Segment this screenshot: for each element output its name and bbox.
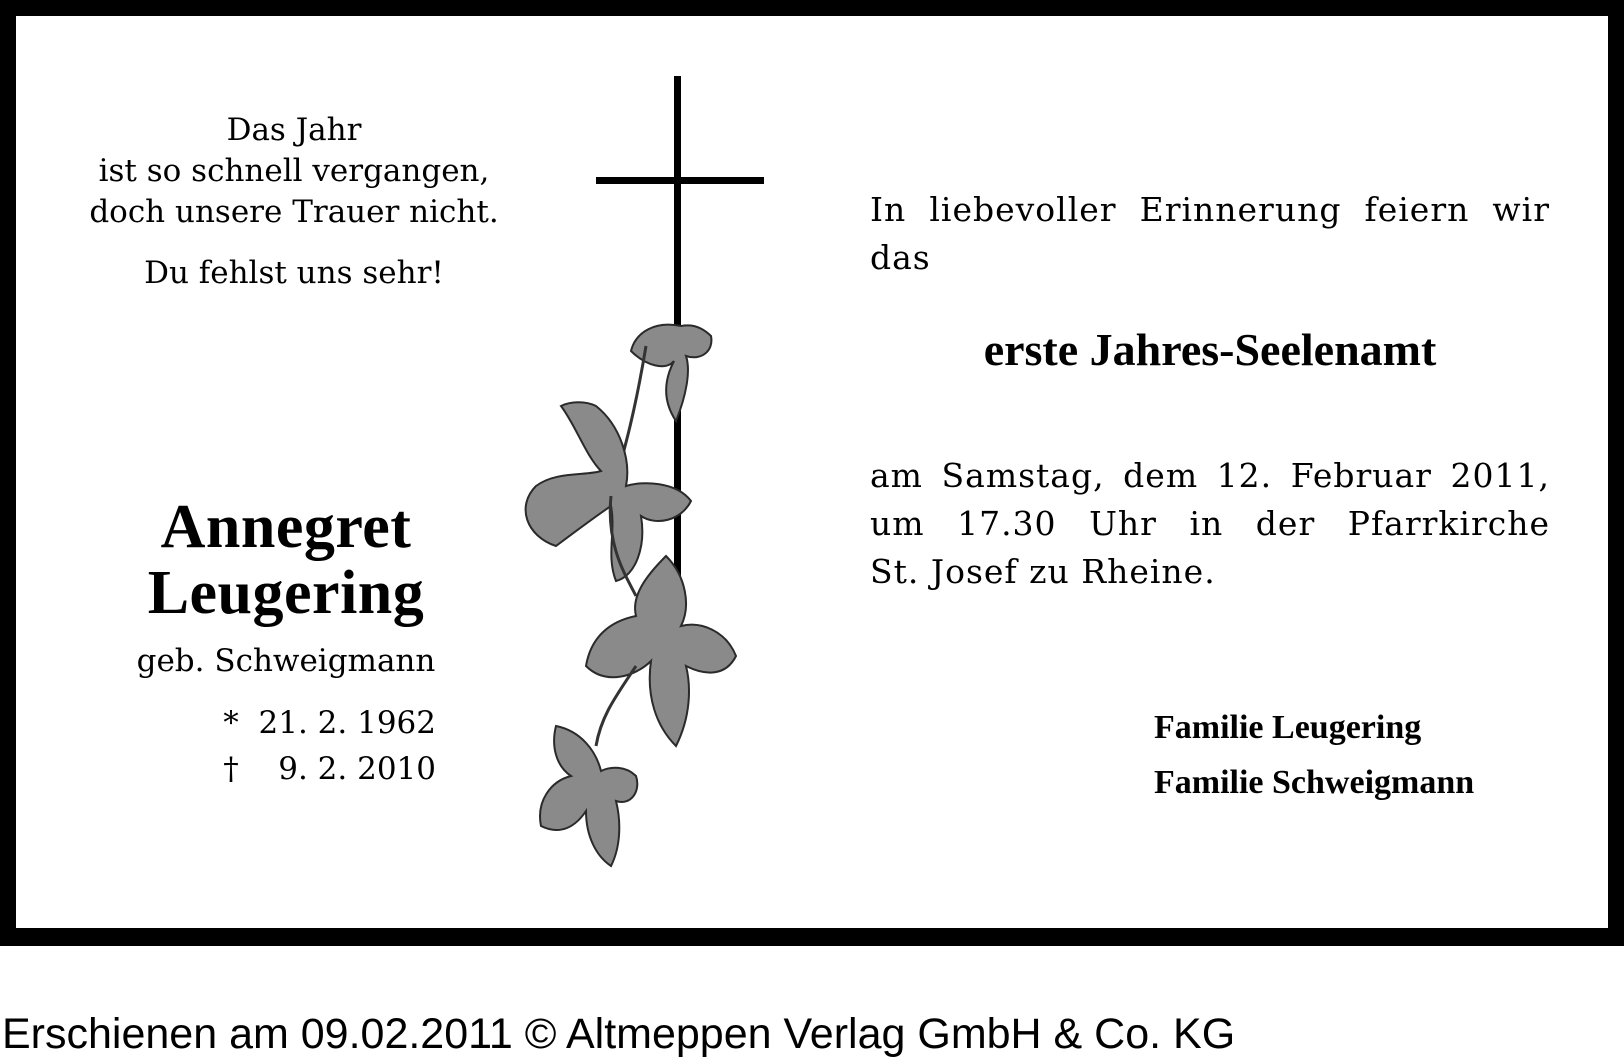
death-row bbox=[206, 746, 446, 792]
cross-icon bbox=[516, 76, 766, 876]
intro-line-1: In liebevoller Erinnerung feiern wir bbox=[870, 190, 1550, 229]
family-1: Familie Leugering bbox=[1154, 709, 1422, 746]
service-details bbox=[870, 452, 1550, 596]
life-dates bbox=[206, 700, 446, 792]
verse-line-2: ist so schnell vergangen, bbox=[98, 153, 490, 189]
death-date: 9. 2. 2010 bbox=[278, 751, 436, 787]
last-name: Leugering bbox=[147, 559, 425, 627]
detail-line-3: St. Josef zu Rheine. bbox=[870, 552, 1216, 591]
announcement-intro bbox=[870, 186, 1550, 282]
notice-panel bbox=[16, 16, 1608, 928]
verse-line-3: doch unsere Trauer nicht. bbox=[89, 194, 499, 230]
intro-line-2: das bbox=[870, 238, 931, 277]
family-signatures bbox=[1154, 700, 1554, 810]
birth-star-icon: * bbox=[223, 705, 239, 741]
detail-line-1: am Samstag, dem 12. Februar 2011, bbox=[870, 456, 1550, 495]
deceased-name bbox=[56, 494, 516, 626]
birth-date: 21. 2. 1962 bbox=[258, 705, 436, 741]
maiden-name: geb. Schweigmann bbox=[136, 643, 436, 679]
verse-line-4: Du fehlst uns sehr! bbox=[144, 255, 444, 291]
ivy-leaves-icon bbox=[526, 325, 736, 866]
first-name: Annegret bbox=[160, 493, 412, 561]
death-cross-icon: † bbox=[223, 751, 239, 787]
detail-line-2: um 17.30 Uhr in der Pfarrkirche bbox=[870, 504, 1550, 543]
memorial-verse bbox=[74, 110, 514, 294]
birth-row bbox=[206, 700, 446, 746]
publication-footer: Erschienen am 09.02.2011 © Altmeppen Verlag GmbH & Co. KG bbox=[2, 1010, 1236, 1058]
headline: erste Jahres-Seelenamt bbox=[983, 324, 1437, 375]
family-2: Familie Schweigmann bbox=[1154, 764, 1475, 801]
cross-with-ivy-illustration bbox=[516, 76, 766, 876]
verse-line-1: Das Jahr bbox=[226, 112, 362, 148]
